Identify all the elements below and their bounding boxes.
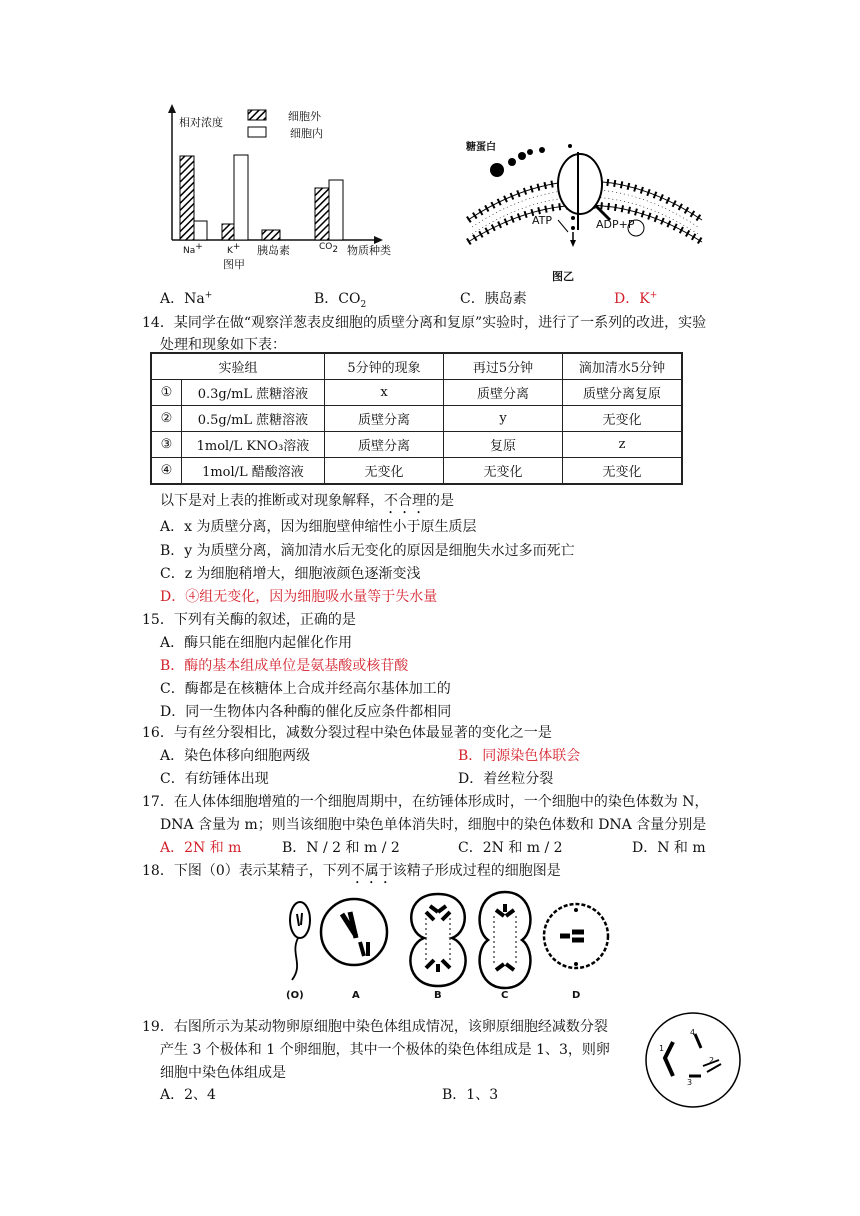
legend-inside-swatch [248, 127, 266, 137]
table-row [151, 458, 682, 485]
table-cell: 0.3g/mL 蔗糖溶液 [181, 380, 324, 406]
table-cell: 无变化 [444, 458, 563, 485]
membrane-diagram [460, 122, 710, 282]
q17-option-d[interactable]: D．N 和 m [632, 840, 706, 856]
q19-stem-line3: 细胞中染色体组成是 [160, 1065, 286, 1081]
table-cell: 质壁分离 [325, 432, 444, 458]
bar-na-inside [194, 221, 207, 240]
q17-stem-line1: 17．在人体体细胞增殖的一个细胞周期中，在纺锤体形成时，一个细胞中的染色体数为 N， [142, 794, 709, 810]
q16-option-c[interactable]: C．有纺锤体出现 [160, 771, 269, 787]
chart-ylabel: 相对浓度 [179, 116, 223, 129]
table-cell: y [444, 406, 563, 432]
table-row [151, 432, 682, 458]
q15-option-a[interactable]: A．酶只能在细胞内起催化作用 [160, 635, 353, 651]
bar-na-outside [180, 156, 194, 240]
q13-option-d[interactable]: D．K+ [614, 290, 658, 307]
q17-option-c[interactable]: C．2N 和 m / 2 [458, 840, 563, 856]
cell-label-d: D [572, 990, 581, 1001]
table-cell: ③ [151, 432, 181, 458]
bar-insulin-outside [262, 230, 280, 240]
bar-co2-outside [315, 188, 329, 240]
table-cell: 无变化 [563, 458, 683, 485]
q17-option-a[interactable]: A．2N 和 m [160, 840, 242, 856]
chart-legend-outside: 细胞外 [288, 110, 321, 123]
table-cell: ④ [151, 458, 181, 485]
chart-tick-co2: $CO_2$ [319, 242, 339, 255]
q14-option-a[interactable]: A．x 为质壁分离，因为细胞壁伸缩性小于原生质层 [160, 519, 477, 535]
q15-stem: 15．下列有关酶的叙述，正确的是 [142, 612, 356, 628]
cell-label-o: (O) [286, 990, 304, 1001]
q13-option-b[interactable]: B．$CO_2$ [314, 291, 367, 310]
table-cell: 1mol/L 醋酸溶液 [181, 458, 324, 485]
cell-label-a: A [352, 990, 360, 1001]
table-header: 实验组 [151, 353, 325, 380]
table-cell: x [325, 380, 444, 406]
cell-label-c: C [501, 990, 509, 1001]
table-cell: 无变化 [563, 406, 683, 432]
chart-tick-na: Na+ [183, 242, 203, 256]
chart-xlabel: 物质种类 [347, 244, 391, 257]
q15-option-c[interactable]: C．酶都是在核糖体上合成并经高尔基体加工的 [160, 681, 451, 697]
cell-d [544, 904, 608, 968]
q13-option-a[interactable]: A．Na+ [160, 290, 213, 307]
figure-yi [460, 122, 710, 282]
figure-jia [155, 100, 415, 270]
q14-option-c[interactable]: C．z 为细胞稍增大，细胞液颜色逐渐变浅 [160, 566, 421, 582]
table-header: 滴加清水5分钟 [563, 353, 683, 380]
chart-title: 图甲 [223, 258, 245, 271]
chart-tick-k: K+ [227, 242, 241, 256]
table-cell: 质壁分离 [444, 380, 563, 406]
table-header-row [151, 353, 682, 380]
emphasis-text: 不属于 [350, 863, 393, 879]
table-cell: 无变化 [325, 458, 444, 485]
label-glycoprotein: 糖蛋白 [466, 142, 496, 153]
chromosome-label-4: 4 [690, 1028, 696, 1037]
chart-tick-insulin: 胰岛素 [257, 244, 290, 257]
chromosome-label-1: 1 [659, 1044, 665, 1053]
chromosome-label-3: 3 [687, 1078, 693, 1087]
table-cell: 质壁分离复原 [563, 380, 683, 406]
figure-cells [280, 886, 610, 1004]
table-header: 5分钟的现象 [325, 353, 444, 380]
q19-stem-line2: 产生 3 个极体和 1 个卵细胞，其中一个极体的染色体组成是 1、3，则卵 [160, 1042, 610, 1058]
carrier-protein [558, 154, 602, 214]
table-cell: 1mol/L KNO₃溶液 [181, 432, 324, 458]
q14-stem-line2: 处理和现象如下表： [160, 337, 286, 353]
table-header: 再过5分钟 [444, 353, 563, 380]
table-cell: 复原 [444, 432, 563, 458]
q17-stem-line2: DNA 含量为 m；则当该细胞中染色单体消失时，细胞中的染色体数和 DNA 含量分别是 [160, 817, 707, 833]
q15-option-b[interactable]: B．酶的基本组成单位是氨基酸或核苷酸 [160, 658, 409, 674]
q19-option-b[interactable]: B．1、3 [442, 1087, 499, 1103]
bar-k-outside [222, 224, 234, 240]
table-cell: z [563, 432, 683, 458]
table-cell: 质壁分离 [325, 406, 444, 432]
chromosome-label-2: 2 [709, 1056, 715, 1065]
cell-label-b: B [434, 990, 442, 1001]
emphasis-text: 不合理 [384, 493, 426, 509]
q16-option-a[interactable]: A．染色体移向细胞两级 [160, 748, 311, 764]
q16-option-d[interactable]: D．着丝粒分裂 [458, 771, 554, 787]
q15-option-d[interactable]: D．同一生物体内各种酶的催化反应条件都相同 [160, 704, 452, 720]
q14-question: 以下是对上表的推断或对现象解释，不合理的是 [160, 493, 454, 509]
table-row [151, 380, 682, 406]
q19-stem-line1: 19．右图所示为某动物卵原细胞中染色体组成情况，该卵原细胞经减数分裂 [142, 1019, 608, 1035]
q14-stem-line1: 14．某同学在做“观察洋葱表皮细胞的质壁分离和复原”实验时，进行了一系列的改进，实验 [142, 315, 707, 331]
bar-k-inside [234, 155, 248, 240]
q14-option-b[interactable]: B．y 为质壁分离，滴加清水后无变化的原因是细胞失水过多而死亡 [160, 543, 575, 559]
cell-b [410, 894, 465, 986]
table-cell: ① [151, 380, 181, 406]
q14-option-d[interactable]: D．④组无变化，因为细胞吸水量等于失水量 [160, 589, 438, 605]
q13-option-c[interactable]: C．胰岛素 [460, 291, 527, 307]
q16-stem: 16．与有丝分裂相比，减数分裂过程中染色体最显著的变化之一是 [142, 725, 552, 741]
table-row [151, 406, 682, 432]
table-cell: 0.5g/mL 蔗糖溶液 [181, 406, 324, 432]
cell-diagrams [280, 886, 610, 1004]
figure-oocyte [643, 1010, 743, 1110]
q16-option-b[interactable]: B．同源染色体联会 [458, 748, 581, 764]
experiment-table [150, 352, 683, 485]
figure-yi-title: 图乙 [552, 270, 574, 283]
label-adp: ADP+P [596, 218, 635, 231]
bar-co2-inside [329, 180, 343, 240]
sperm-head [290, 902, 310, 938]
q18-stem: 18．下图（0）表示某精子，下列不属于该精子形成过程的细胞图是 [142, 863, 561, 879]
chart-legend-inside: 细胞内 [290, 127, 323, 140]
label-atp: ATP [532, 214, 553, 227]
table-cell: ② [151, 406, 181, 432]
q17-option-b[interactable]: B．N / 2 和 m / 2 [282, 840, 400, 856]
q19-option-a[interactable]: A．2、4 [160, 1087, 216, 1103]
oocyte-diagram [643, 1010, 743, 1110]
legend-outside-swatch [248, 110, 266, 120]
